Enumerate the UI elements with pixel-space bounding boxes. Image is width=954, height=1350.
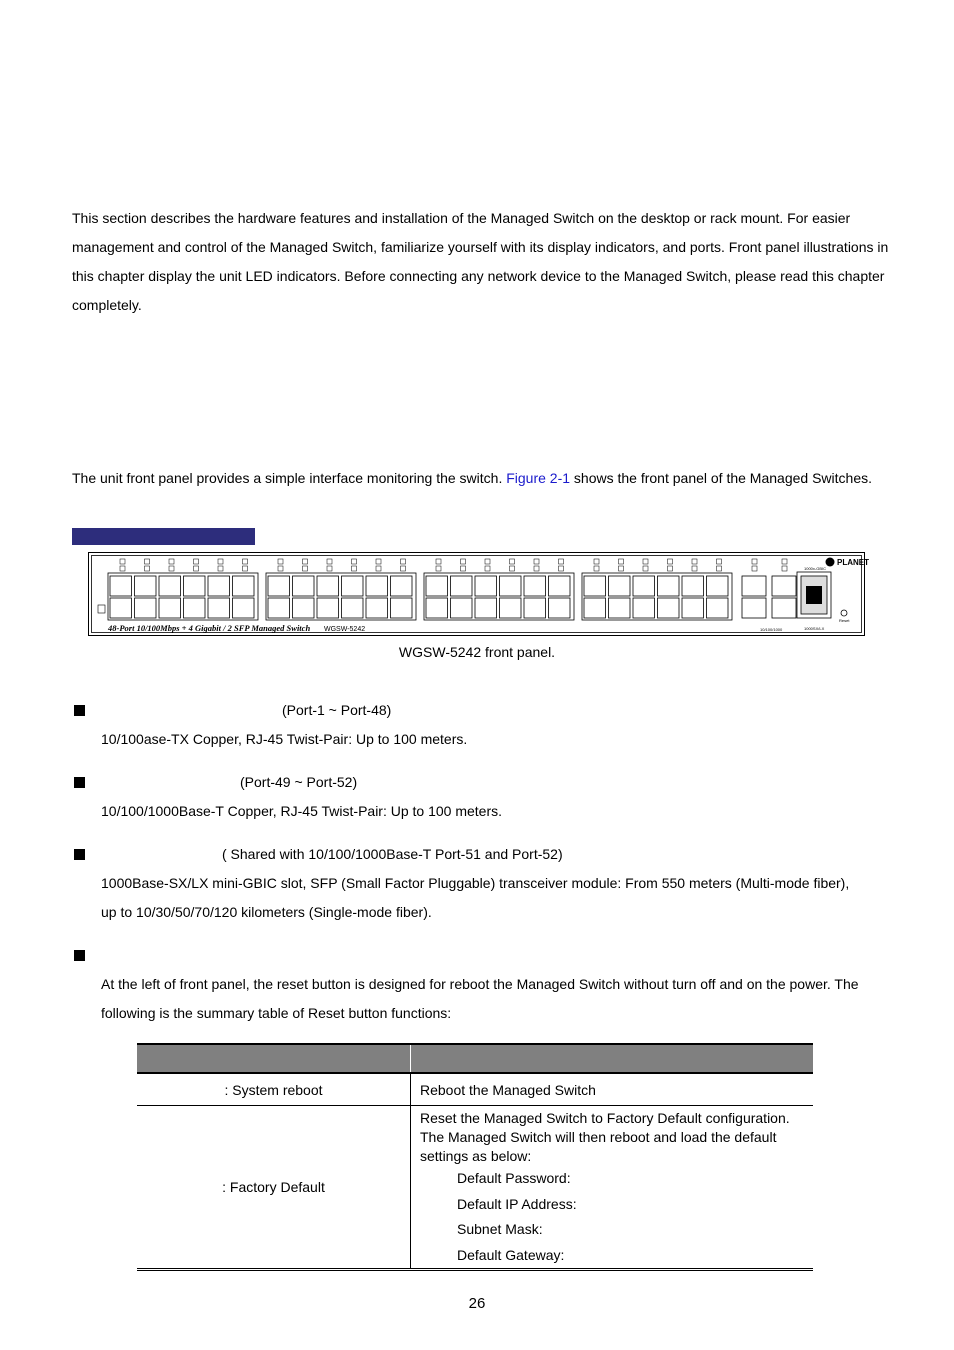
rj45-port-icon	[135, 576, 157, 596]
row2-function-line: Reset the Managed Switch to Factory Default configuration.	[420, 1110, 790, 1126]
default-ip-label: Default IP Address:	[457, 1195, 577, 1212]
intro-paragraph: This section describes the hardware features and installation of the Managed Switch on the desktop or rack mount. For easier management and control of the Managed Switch, familiarize yourself with its display indicators, and ports. Front panel illustrations in this chapter display the unit LED indicators. Before connecting any network device to the Managed Switch, please read this chapter completely.	[72, 210, 889, 313]
table-row	[137, 1106, 813, 1270]
rj45-port-icon	[317, 598, 339, 618]
item1-heading-suffix: (Port-1 ~ Port-48)	[282, 702, 392, 718]
rj45-port-icon	[475, 598, 497, 618]
rj45-port-icon	[366, 598, 388, 618]
gigabit-port-icon	[742, 576, 766, 596]
rj45-port-icon	[475, 576, 497, 596]
gigabit-port-icon	[772, 598, 796, 618]
planet-logo-icon	[826, 558, 835, 567]
figure-link[interactable]: Figure 2-1	[506, 470, 571, 486]
rj45-port-icon	[184, 576, 206, 596]
rj45-port-icon	[135, 598, 157, 618]
bullet-icon	[74, 705, 85, 716]
rj45-port-icon	[549, 576, 571, 596]
rj45-port-icon	[584, 576, 606, 596]
subnet-mask-label: Subnet Mask:	[457, 1221, 543, 1237]
model-description-text: 48-Port 10/100Mbps + 4 Gigabit / 2 SFP Managed Switch	[108, 623, 311, 633]
item3-description-line1: 1000Base-SX/LX mini-GBIC slot, SFP (Small Factor Pluggable) transceiver module: From 550 meters (Multi-mode fiber),	[101, 875, 850, 891]
rj45-port-icon	[682, 576, 704, 596]
sfp-label-bottom: 1000SX/LX	[804, 626, 825, 631]
figure-label-bar	[72, 528, 255, 545]
rj45-port-icon	[208, 576, 230, 596]
gigabit-label: 10/100/1000	[760, 627, 783, 632]
rj45-port-icon	[707, 576, 729, 596]
rj45-port-icon	[633, 598, 655, 618]
rj45-port-icon	[268, 598, 290, 618]
gigabit-port-icon	[742, 598, 766, 618]
rj45-port-icon	[391, 598, 413, 618]
rj45-port-icon	[208, 598, 230, 618]
rj45-port-icon	[451, 598, 473, 618]
rj45-port-icon	[317, 576, 339, 596]
bullet-icon	[74, 849, 85, 860]
rj45-port-icon	[268, 576, 290, 596]
model-name-text: WGSW-5242	[324, 626, 366, 633]
rj45-port-icon	[633, 576, 655, 596]
row2-function-line: The Managed Switch will then reboot and load the default	[420, 1129, 777, 1145]
item3-description-line2: up to 10/30/50/70/120 kilometers (Single-mode fiber).	[101, 904, 432, 920]
rj45-port-icon	[500, 576, 522, 596]
rj45-port-icon	[658, 598, 680, 618]
rj45-port-icon	[549, 598, 571, 618]
row1-action: : System reboot	[137, 1073, 411, 1106]
item4-description-line1: At the left of front panel, the reset button is designed for reboot the Managed Switch without turn off and on the power. The	[101, 976, 859, 992]
rj45-port-icon	[366, 576, 388, 596]
table-header-row	[137, 1044, 813, 1073]
rj45-port-icon	[159, 576, 181, 596]
reset-function-table	[137, 1043, 813, 1271]
row1-function: Reboot the Managed Switch	[411, 1073, 814, 1106]
default-gateway-label: Default Gateway:	[457, 1246, 565, 1263]
item4-description-line2: following is the summary table of Reset button functions:	[101, 1005, 452, 1021]
rj45-port-icon	[233, 576, 255, 596]
rj45-port-icon	[609, 576, 631, 596]
rj45-port-icon	[342, 598, 364, 618]
figure-caption: WGSW-5242 front panel.	[398, 644, 556, 660]
switch-front-panel-figure	[88, 552, 869, 636]
table-row	[137, 1073, 813, 1106]
rj45-port-icon	[682, 598, 704, 618]
rj45-port-icon	[391, 576, 413, 596]
rj45-port-icon	[426, 598, 448, 618]
front-panel-text-after: shows the front panel of the Managed Switches.	[570, 470, 872, 486]
table-header-cell	[411, 1044, 814, 1073]
gigabit-port-icon	[772, 576, 796, 596]
page-number: 26	[468, 1295, 486, 1312]
planet-logo-text: PLANET	[837, 558, 869, 567]
rj45-port-icon	[293, 598, 315, 618]
switch-front-panel-drawing	[88, 552, 869, 636]
rj45-port-icon	[293, 576, 315, 596]
rj45-port-icon	[584, 598, 606, 618]
item2-heading-suffix: (Port-49 ~ Port-52)	[240, 774, 358, 790]
rj45-port-icon	[500, 598, 522, 618]
row2-function	[411, 1106, 814, 1270]
front-panel-text-before: The unit front panel provides a simple interface monitoring the switch.	[72, 470, 507, 486]
rj45-port-icon	[159, 598, 181, 618]
rj45-port-icon	[609, 598, 631, 618]
rj45-port-icon	[451, 576, 473, 596]
default-password-label: Default Password:	[457, 1170, 571, 1186]
reset-label: Reset	[839, 618, 850, 623]
rj45-port-icon	[342, 576, 364, 596]
item1-description: 10/100ase-TX Copper, RJ-45 Twist-Pair: Up to 100 meters.	[101, 731, 468, 747]
item2-description: 10/100/1000Base-T Copper, RJ-45 Twist-Pair: Up to 100 meters.	[101, 803, 503, 819]
rj45-port-icon	[184, 598, 206, 618]
rj45-port-icon	[110, 576, 132, 596]
rj45-port-icon	[524, 598, 546, 618]
rj45-port-icon	[426, 576, 448, 596]
rj45-port-icon	[524, 576, 546, 596]
bullet-icon	[74, 950, 85, 961]
row2-action: : Factory Default	[137, 1106, 411, 1270]
rj45-port-icon	[707, 598, 729, 618]
rj45-port-icon	[110, 598, 132, 618]
rj45-port-icon	[233, 598, 255, 618]
front-panel-paragraph	[72, 464, 890, 493]
rj45-port-icon	[658, 576, 680, 596]
item3-heading-suffix: ( Shared with 10/100/1000Base-T Port-51 and Port-52)	[222, 846, 563, 862]
sfp-label-top: 1000x-GBIC	[804, 566, 827, 571]
row2-function-line: settings as below:	[420, 1148, 532, 1164]
bullet-icon	[74, 777, 85, 788]
table-header-cell	[137, 1044, 411, 1073]
